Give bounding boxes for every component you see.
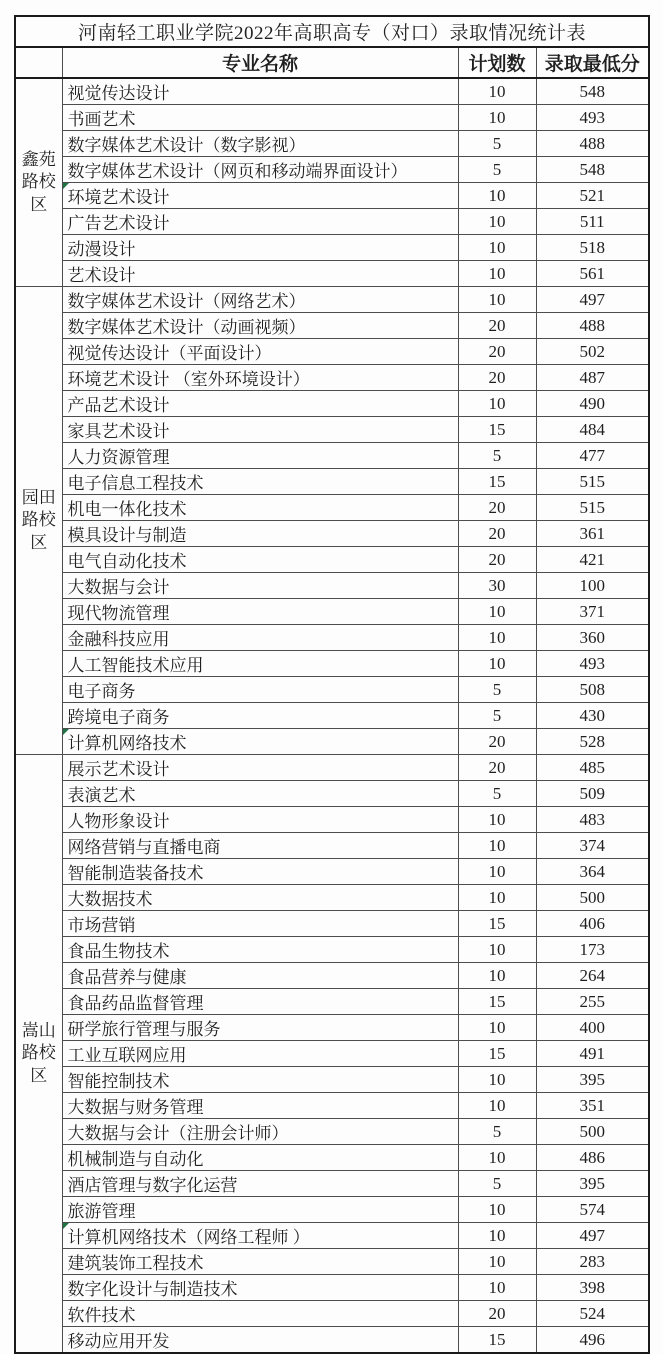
major-cell: 家具艺术设计 [62,417,458,443]
major-cell: 环境艺术设计 [62,183,458,209]
major-cell: 数字媒体艺术设计（网络艺术） [62,287,458,313]
score-cell: 521 [536,183,649,209]
major-cell: 视觉传达设计（平面设计） [62,339,458,365]
major-cell: 数字媒体艺术设计（数字影视） [62,131,458,157]
score-cell: 430 [536,703,649,729]
score-cell: 477 [536,443,649,469]
plan-cell: 10 [458,807,536,833]
plan-cell: 10 [458,885,536,911]
table-row [15,235,649,261]
score-cell: 548 [536,78,649,105]
score-cell: 364 [536,859,649,885]
plan-cell: 10 [458,599,536,625]
plan-cell: 5 [458,677,536,703]
table-row [15,1145,649,1171]
score-cell: 490 [536,391,649,417]
table-row [15,1171,649,1197]
title-row [15,16,649,47]
table-row [15,261,649,287]
plan-cell: 10 [458,833,536,859]
plan-cell: 10 [458,78,536,105]
table-row [15,1327,649,1354]
major-cell: 智能制造装备技术 [62,859,458,885]
plan-cell: 20 [458,521,536,547]
score-cell: 395 [536,1067,649,1093]
major-cell: 建筑装饰工程技术 [62,1249,458,1275]
table-row [15,885,649,911]
plan-cell: 10 [458,261,536,287]
header-campus-empty [15,47,62,78]
score-cell: 528 [536,729,649,755]
major-cell: 数字媒体艺术设计（动画视频） [62,313,458,339]
cell-error-marker-icon [63,729,69,735]
table-row [15,313,649,339]
major-cell: 人力资源管理 [62,443,458,469]
major-cell: 金融科技应用 [62,625,458,651]
table-row [15,911,649,937]
major-cell: 智能控制技术 [62,1067,458,1093]
table-row [15,989,649,1015]
score-cell: 496 [536,1327,649,1354]
plan-cell: 15 [458,911,536,937]
header-major: 专业名称 [62,47,458,78]
table-row [15,833,649,859]
score-cell: 493 [536,651,649,677]
cell-error-marker-icon [63,1223,69,1229]
score-cell: 100 [536,573,649,599]
table-row [15,131,649,157]
table-row [15,651,649,677]
table-row [15,1067,649,1093]
table-row [15,105,649,131]
score-cell: 264 [536,963,649,989]
campus-label: 鑫苑路校区 [15,78,62,287]
major-cell: 食品生物技术 [62,937,458,963]
major-cell: 计算机网络技术 [62,729,458,755]
table-row [15,78,649,105]
score-cell: 548 [536,157,649,183]
score-cell: 491 [536,1041,649,1067]
score-cell: 485 [536,755,649,781]
campus-label: 园田路校区 [15,287,62,755]
plan-cell: 10 [458,1067,536,1093]
table-row [15,1223,649,1249]
major-cell: 大数据与财务管理 [62,1093,458,1119]
plan-cell: 5 [458,781,536,807]
plan-cell: 20 [458,729,536,755]
score-cell: 515 [536,469,649,495]
score-cell: 518 [536,235,649,261]
major-cell: 计算机网络技术（网络工程师 ） [62,1223,458,1249]
major-cell: 广告艺术设计 [62,209,458,235]
plan-cell: 10 [458,1197,536,1223]
score-cell: 515 [536,495,649,521]
plan-cell: 5 [458,443,536,469]
score-cell: 395 [536,1171,649,1197]
plan-cell: 5 [458,157,536,183]
plan-cell: 15 [458,469,536,495]
major-cell: 电气自动化技术 [62,547,458,573]
table-row [15,1301,649,1327]
major-cell: 市场营销 [62,911,458,937]
plan-cell: 5 [458,1171,536,1197]
major-cell: 酒店管理与数字化运营 [62,1171,458,1197]
plan-cell: 20 [458,1301,536,1327]
table-row [15,1275,649,1301]
score-cell: 374 [536,833,649,859]
table-row [15,157,649,183]
score-cell: 361 [536,521,649,547]
table-row [15,807,649,833]
major-cell: 模具设计与制造 [62,521,458,547]
major-cell: 大数据技术 [62,885,458,911]
table-row [15,703,649,729]
plan-cell: 10 [458,287,536,313]
major-cell: 表演艺术 [62,781,458,807]
plan-cell: 20 [458,755,536,781]
header-row [15,47,649,78]
score-cell: 360 [536,625,649,651]
score-cell: 486 [536,1145,649,1171]
plan-cell: 10 [458,183,536,209]
score-cell: 351 [536,1093,649,1119]
table-row [15,1015,649,1041]
plan-cell: 5 [458,703,536,729]
table-row [15,677,649,703]
plan-cell: 10 [458,651,536,677]
score-cell: 406 [536,911,649,937]
table-row [15,547,649,573]
score-cell: 497 [536,1223,649,1249]
major-cell: 网络营销与直播电商 [62,833,458,859]
table-row [15,1119,649,1145]
score-cell: 283 [536,1249,649,1275]
table-row [15,755,649,781]
cell-error-marker-icon [63,183,69,189]
plan-cell: 15 [458,1041,536,1067]
plan-cell: 20 [458,365,536,391]
major-cell: 书画艺术 [62,105,458,131]
plan-cell: 10 [458,625,536,651]
table-row [15,781,649,807]
plan-cell: 10 [458,209,536,235]
score-cell: 484 [536,417,649,443]
table-row [15,937,649,963]
plan-cell: 15 [458,989,536,1015]
score-cell: 561 [536,261,649,287]
score-cell: 574 [536,1197,649,1223]
major-cell: 研学旅行管理与服务 [62,1015,458,1041]
plan-cell: 10 [458,1145,536,1171]
campus-label: 嵩山路校区 [15,755,62,1354]
score-cell: 487 [536,365,649,391]
header-plan: 计划数 [458,47,536,78]
score-cell: 488 [536,131,649,157]
table-row [15,443,649,469]
score-cell: 483 [536,807,649,833]
score-cell: 524 [536,1301,649,1327]
major-cell: 现代物流管理 [62,599,458,625]
table-row [15,1041,649,1067]
admissions-table [14,15,650,1354]
table-row [15,209,649,235]
table-row [15,599,649,625]
plan-cell: 5 [458,131,536,157]
table-row [15,391,649,417]
plan-cell: 10 [458,963,536,989]
plan-cell: 10 [458,1249,536,1275]
score-cell: 255 [536,989,649,1015]
major-cell: 数字媒体艺术设计（网页和移动端界面设计） [62,157,458,183]
plan-cell: 30 [458,573,536,599]
table-row [15,469,649,495]
major-cell: 产品艺术设计 [62,391,458,417]
plan-cell: 10 [458,859,536,885]
table-row [15,1093,649,1119]
major-cell: 食品营养与健康 [62,963,458,989]
major-cell: 视觉传达设计 [62,78,458,105]
plan-cell: 10 [458,105,536,131]
plan-cell: 10 [458,1093,536,1119]
table-row [15,521,649,547]
plan-cell: 20 [458,547,536,573]
score-cell: 511 [536,209,649,235]
table-title: 河南轻工职业学院2022年高职高专（对口）录取情况统计表 [15,16,649,47]
table-row [15,859,649,885]
plan-cell: 20 [458,495,536,521]
plan-cell: 10 [458,1015,536,1041]
major-cell: 机电一体化技术 [62,495,458,521]
score-cell: 509 [536,781,649,807]
plan-cell: 10 [458,1275,536,1301]
plan-cell: 15 [458,1327,536,1354]
score-cell: 371 [536,599,649,625]
major-cell: 机械制造与自动化 [62,1145,458,1171]
table-row [15,417,649,443]
major-cell: 环境艺术设计 （室外环境设计） [62,365,458,391]
table-row [15,287,649,313]
table-row [15,573,649,599]
plan-cell: 20 [458,313,536,339]
major-cell: 展示艺术设计 [62,755,458,781]
major-cell: 大数据与会计（注册会计师） [62,1119,458,1145]
major-cell: 大数据与会计 [62,573,458,599]
table-row [15,1249,649,1275]
score-cell: 400 [536,1015,649,1041]
major-cell: 艺术设计 [62,261,458,287]
header-score: 录取最低分 [536,47,649,78]
plan-cell: 20 [458,339,536,365]
table-head [15,16,649,78]
plan-cell: 5 [458,1119,536,1145]
major-cell: 跨境电子商务 [62,703,458,729]
score-cell: 502 [536,339,649,365]
table-row [15,495,649,521]
major-cell: 电子信息工程技术 [62,469,458,495]
table-row [15,729,649,755]
score-cell: 493 [536,105,649,131]
score-cell: 500 [536,1119,649,1145]
table-row [15,963,649,989]
plan-cell: 10 [458,937,536,963]
score-cell: 173 [536,937,649,963]
plan-cell: 10 [458,1223,536,1249]
major-cell: 软件技术 [62,1301,458,1327]
major-cell: 工业互联网应用 [62,1041,458,1067]
table-row [15,339,649,365]
table-body [15,78,649,1353]
table-row [15,183,649,209]
plan-cell: 15 [458,417,536,443]
major-cell: 人工智能技术应用 [62,651,458,677]
score-cell: 497 [536,287,649,313]
major-cell: 食品药品监督管理 [62,989,458,1015]
table-row [15,1197,649,1223]
score-cell: 421 [536,547,649,573]
major-cell: 电子商务 [62,677,458,703]
major-cell: 人物形象设计 [62,807,458,833]
plan-cell: 10 [458,391,536,417]
major-cell: 移动应用开发 [62,1327,458,1354]
major-cell: 旅游管理 [62,1197,458,1223]
plan-cell: 10 [458,235,536,261]
score-cell: 508 [536,677,649,703]
score-cell: 398 [536,1275,649,1301]
major-cell: 动漫设计 [62,235,458,261]
score-cell: 500 [536,885,649,911]
table-row [15,365,649,391]
major-cell: 数字化设计与制造技术 [62,1275,458,1301]
table-row [15,625,649,651]
score-cell: 488 [536,313,649,339]
